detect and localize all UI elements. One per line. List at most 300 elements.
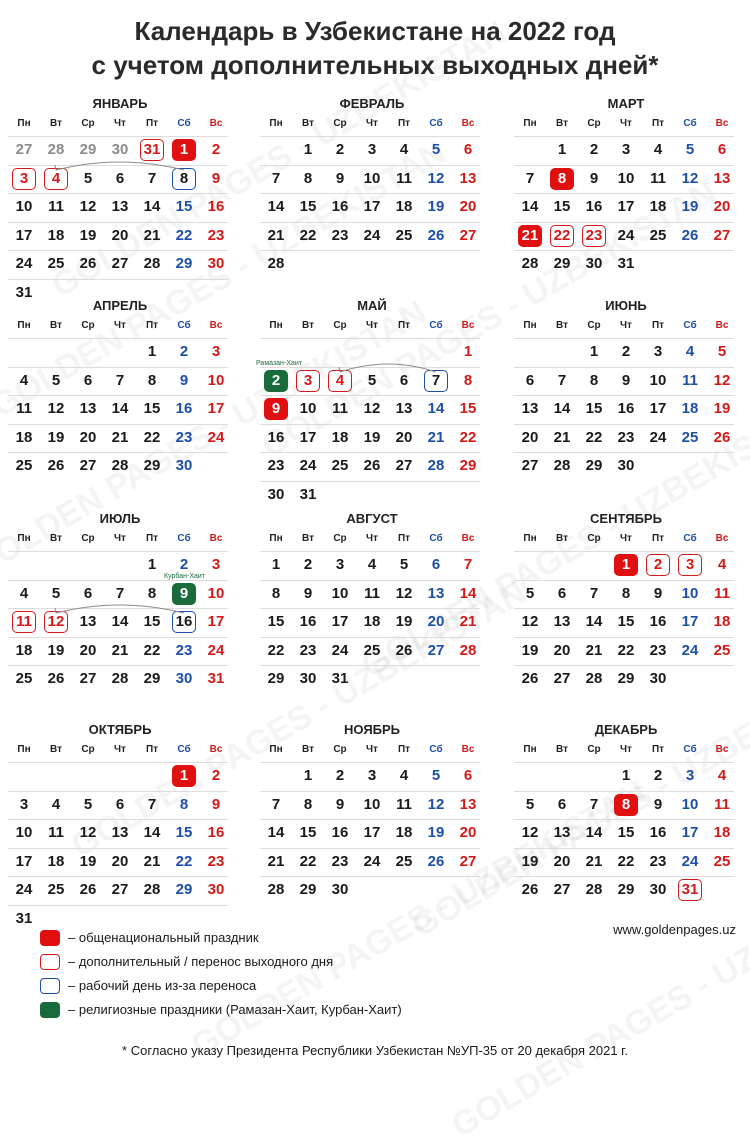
day-number: 15	[143, 613, 161, 630]
day-number: 6	[525, 371, 535, 389]
calendar-day	[642, 165, 674, 193]
calendar-day	[200, 193, 232, 221]
calendar-day	[578, 819, 610, 847]
day-number: 14	[267, 824, 285, 841]
calendar-day	[674, 848, 706, 876]
day-number: 11	[16, 613, 32, 630]
calendar-day	[260, 424, 292, 452]
day-number: 11	[650, 169, 666, 187]
day-number: 11	[714, 584, 730, 602]
day-number: 2	[211, 767, 221, 784]
day-number: 3	[211, 556, 221, 573]
calendar-day	[324, 819, 356, 847]
calendar-day	[292, 876, 324, 904]
weekday-header: Ср	[587, 320, 601, 331]
calendar-day	[610, 165, 642, 193]
day-number: 9	[211, 169, 221, 187]
legend-label: – религиозные праздники (Рамазан-Хаит, Курбан-Хаит)	[68, 1002, 402, 1017]
day-number: 20	[111, 852, 129, 870]
website-link[interactable]: www.goldenpages.uz	[613, 922, 736, 937]
day-number: 5	[525, 584, 535, 602]
weekday-header: Пт	[397, 744, 411, 755]
calendar-day	[292, 481, 324, 509]
day-number: 4	[399, 141, 409, 158]
day-number: 4	[19, 371, 29, 389]
day-number: 21	[585, 641, 603, 659]
day-number: 29	[79, 141, 97, 158]
month-block	[8, 722, 234, 927]
weekday-header: Вс	[209, 320, 223, 331]
day-number: 4	[685, 343, 695, 360]
day-number: 20	[521, 428, 539, 446]
calendar-day	[292, 637, 324, 665]
weekday-header: Пт	[145, 118, 159, 129]
day-number: 31	[143, 141, 161, 158]
weekday-header: Чт	[366, 118, 378, 129]
day-number: 23	[331, 226, 349, 244]
day-number: 14	[585, 613, 603, 630]
weekday-header: Пн	[523, 118, 537, 129]
calendar-day	[706, 848, 738, 876]
calendar-day	[388, 819, 420, 847]
calendar-day	[292, 165, 324, 193]
calendar-day	[388, 608, 420, 636]
weekday-header: Ср	[81, 320, 95, 331]
day-number: 15	[299, 198, 317, 215]
calendar-day	[642, 136, 674, 164]
day-number: 26	[521, 670, 539, 687]
day-number: 28	[143, 881, 161, 898]
day-number: 26	[79, 255, 97, 272]
day-number: 4	[51, 169, 61, 187]
day-number: 21	[267, 226, 285, 244]
day-number: 29	[459, 457, 477, 474]
day-number: 1	[557, 141, 567, 158]
day-number: 29	[143, 670, 161, 687]
calendar-day	[578, 338, 610, 366]
calendar-day	[40, 193, 72, 221]
calendar-day	[72, 665, 104, 693]
month-block	[256, 298, 486, 503]
day-number: 12	[521, 613, 539, 630]
day-number: 21	[111, 428, 129, 446]
calendar-day	[578, 367, 610, 395]
calendar-day	[420, 551, 452, 579]
calendar-day	[452, 791, 484, 819]
day-number: 16	[299, 613, 317, 630]
calendar-day	[8, 136, 40, 164]
calendar-day	[578, 165, 610, 193]
calendar-day	[200, 665, 232, 693]
day-number: 8	[147, 584, 157, 602]
weekday-header: Вт	[556, 118, 568, 129]
calendar-day	[514, 367, 546, 395]
day-number: 4	[717, 556, 727, 573]
day-number: 24	[15, 255, 33, 272]
day-number: 3	[653, 343, 663, 360]
calendar-day	[40, 395, 72, 423]
day-number: 9	[271, 400, 281, 417]
day-number: 13	[553, 613, 571, 630]
day-number: 21	[521, 226, 539, 244]
calendar-day	[578, 222, 610, 250]
day-number: 22	[267, 641, 285, 659]
day-number: 23	[175, 428, 193, 446]
calendar-day	[420, 580, 452, 608]
day-number: 23	[617, 428, 635, 446]
calendar-day	[72, 791, 104, 819]
calendar-day	[706, 165, 738, 193]
day-number: 27	[521, 457, 539, 474]
day-number: 16	[585, 198, 603, 215]
day-number: 26	[363, 457, 381, 474]
day-number: 16	[331, 824, 349, 841]
calendar-day	[514, 250, 546, 278]
calendar-day	[292, 136, 324, 164]
day-number: 25	[47, 255, 65, 272]
weekday-header: Пн	[269, 744, 283, 755]
day-number: 9	[335, 795, 345, 813]
calendar-day	[514, 848, 546, 876]
day-number: 30	[175, 457, 193, 474]
day-number: 18	[713, 824, 731, 841]
calendar-day	[578, 848, 610, 876]
day-number: 27	[111, 255, 129, 272]
day-number: 11	[48, 198, 64, 215]
calendar-day	[642, 193, 674, 221]
calendar-day	[136, 665, 168, 693]
calendar-day	[578, 250, 610, 278]
day-number: 26	[395, 641, 413, 659]
month-name: МАЙ	[357, 298, 387, 313]
calendar-day	[324, 136, 356, 164]
weekday-header: Сб	[683, 118, 697, 129]
day-number: 29	[267, 670, 285, 687]
weekday-header: Пт	[397, 320, 411, 331]
legend-swatch	[40, 930, 60, 946]
calendar-day	[546, 395, 578, 423]
day-number: 28	[111, 457, 129, 474]
calendar-day	[168, 250, 200, 278]
month-name: ИЮЛЬ	[99, 511, 141, 526]
calendar-day	[324, 580, 356, 608]
calendar-day	[388, 580, 420, 608]
day-number: 28	[427, 457, 445, 474]
calendar-day	[706, 367, 738, 395]
day-number: 17	[363, 824, 381, 841]
calendar-day	[104, 452, 136, 480]
calendar-day	[260, 819, 292, 847]
day-number: 30	[299, 670, 317, 687]
day-number: 11	[714, 795, 730, 813]
day-number: 3	[367, 767, 377, 784]
weekday-header: Пт	[145, 320, 159, 331]
calendar-day	[642, 551, 674, 579]
day-number: 14	[267, 198, 285, 215]
weekday-header: Вс	[715, 744, 729, 755]
day-number: 26	[47, 670, 65, 687]
legend-label: – дополнительный / перенос выходного дня	[68, 954, 334, 969]
month-name: АВГУСТ	[346, 511, 398, 526]
day-number: 13	[111, 824, 129, 841]
weekday-header: Вт	[302, 320, 314, 331]
calendar-day	[514, 665, 546, 693]
calendar-day	[324, 791, 356, 819]
day-number: 1	[147, 556, 157, 573]
day-number: 20	[459, 824, 477, 841]
month-name: МАРТ	[607, 96, 645, 111]
day-number: 25	[713, 641, 731, 659]
weekday-header: Пн	[523, 320, 537, 331]
weekday-header: Пн	[269, 320, 283, 331]
calendar-day	[324, 165, 356, 193]
day-number: 17	[649, 400, 667, 417]
calendar-day	[706, 395, 738, 423]
day-number: 3	[685, 556, 695, 573]
day-number: 16	[649, 613, 667, 630]
calendar-day	[324, 551, 356, 579]
calendar-day	[72, 819, 104, 847]
calendar-day	[546, 250, 578, 278]
calendar-day	[292, 762, 324, 790]
day-number: 9	[589, 169, 599, 187]
day-number: 9	[335, 169, 345, 187]
calendar-day	[388, 551, 420, 579]
weekday-header: Вс	[461, 744, 475, 755]
weekday-header: Вт	[50, 320, 62, 331]
day-number: 23	[267, 457, 285, 474]
day-number: 25	[713, 852, 731, 870]
weekday-header: Пн	[523, 744, 537, 755]
calendar-day	[168, 762, 200, 790]
weekday-header: Ср	[587, 118, 601, 129]
day-number: 3	[621, 141, 631, 158]
calendar-day	[356, 791, 388, 819]
calendar-day	[706, 136, 738, 164]
day-number: 1	[303, 141, 313, 158]
day-number: 18	[713, 613, 731, 630]
calendar-day	[546, 193, 578, 221]
day-number: 27	[15, 141, 33, 158]
calendar-day	[168, 876, 200, 904]
calendar-day	[40, 819, 72, 847]
row-divider	[8, 905, 228, 906]
calendar-day	[578, 876, 610, 904]
calendar-day	[578, 452, 610, 480]
calendar-day	[420, 762, 452, 790]
calendar-day	[292, 580, 324, 608]
day-number: 31	[299, 485, 317, 503]
day-number: 7	[271, 795, 281, 813]
calendar-day	[168, 222, 200, 250]
day-number: 31	[681, 881, 699, 898]
day-number: 10	[649, 371, 667, 389]
calendar-day	[452, 848, 484, 876]
calendar-day	[388, 637, 420, 665]
day-number: 26	[681, 226, 699, 244]
month-name: АПРЕЛЬ	[92, 298, 148, 313]
day-number: 31	[207, 670, 225, 687]
calendar-day	[200, 608, 232, 636]
calendar-day	[388, 424, 420, 452]
calendar-day	[610, 819, 642, 847]
month-block	[514, 96, 740, 301]
day-number: 15	[617, 613, 635, 630]
weekday-header: Вс	[209, 533, 223, 544]
calendar-day	[706, 193, 738, 221]
calendar-day	[674, 551, 706, 579]
calendar-day	[610, 637, 642, 665]
day-number: 29	[617, 670, 635, 687]
day-number: 21	[267, 852, 285, 870]
month-name: ДЕКАБРЬ	[594, 722, 658, 737]
calendar-day	[136, 876, 168, 904]
day-number: 17	[15, 226, 33, 244]
calendar-day	[514, 608, 546, 636]
day-number: 10	[363, 169, 381, 187]
calendar-day	[104, 367, 136, 395]
calendar-day	[324, 222, 356, 250]
day-number: 29	[617, 881, 635, 898]
day-number: 28	[585, 670, 603, 687]
weekday-header: Пт	[397, 118, 411, 129]
day-number: 12	[713, 371, 731, 389]
weekday-header: Ср	[81, 744, 95, 755]
row-divider	[260, 338, 480, 339]
day-number: 1	[589, 343, 599, 360]
calendar-day	[642, 367, 674, 395]
calendar-day	[706, 551, 738, 579]
calendar-day	[674, 608, 706, 636]
calendar-day	[104, 424, 136, 452]
calendar-day	[706, 762, 738, 790]
calendar-day	[40, 637, 72, 665]
calendar-day	[452, 551, 484, 579]
calendar-day	[706, 637, 738, 665]
day-number: 14	[143, 824, 161, 841]
calendar-day	[514, 791, 546, 819]
calendar-day	[104, 250, 136, 278]
calendar-day	[452, 762, 484, 790]
day-number: 23	[649, 641, 667, 659]
day-number: 14	[111, 400, 129, 417]
day-number: 23	[649, 852, 667, 870]
day-number: 19	[521, 641, 539, 659]
weekday-header: Вс	[715, 118, 729, 129]
day-number: 25	[15, 670, 33, 687]
day-number: 15	[143, 400, 161, 417]
day-number: 10	[681, 795, 699, 813]
calendar-day	[324, 395, 356, 423]
page-subtitle: с учетом дополнительных выходных дней*	[91, 50, 659, 80]
day-number: 30	[649, 670, 667, 687]
calendar-day	[8, 637, 40, 665]
calendar-day	[452, 452, 484, 480]
calendar-day	[324, 637, 356, 665]
day-number: 4	[717, 767, 727, 784]
calendar-day	[260, 551, 292, 579]
month-block	[260, 96, 486, 301]
day-number: 2	[653, 767, 663, 784]
day-number: 23	[207, 226, 225, 244]
calendar-day	[452, 580, 484, 608]
day-number: 22	[143, 428, 161, 446]
day-number: 30	[175, 670, 193, 687]
calendar-day	[674, 222, 706, 250]
day-number: 20	[713, 198, 731, 215]
day-number: 19	[713, 400, 731, 417]
day-number: 4	[51, 795, 61, 813]
day-number: 28	[459, 641, 477, 659]
day-number: 7	[115, 584, 125, 602]
day-number: 17	[299, 428, 317, 446]
row-divider	[8, 279, 228, 280]
weekday-header: Пн	[269, 118, 283, 129]
weekday-header: Пт	[651, 118, 665, 129]
day-number: 27	[395, 457, 413, 474]
day-number: 14	[459, 584, 477, 602]
day-number: 26	[427, 852, 445, 870]
day-number: 5	[83, 795, 93, 813]
weekday-header: Вт	[302, 744, 314, 755]
calendar-day	[260, 481, 292, 509]
calendar-day	[388, 193, 420, 221]
day-number: 24	[363, 852, 381, 870]
calendar-day	[356, 452, 388, 480]
calendar-day	[8, 222, 40, 250]
day-number: 26	[521, 881, 539, 898]
weekday-header: Пт	[651, 533, 665, 544]
day-number: 12	[427, 795, 445, 813]
calendar-day	[674, 819, 706, 847]
calendar-day	[260, 637, 292, 665]
day-number: 23	[331, 852, 349, 870]
day-number: 16	[617, 400, 635, 417]
calendar-day	[356, 762, 388, 790]
calendar-day	[136, 848, 168, 876]
calendar-day	[72, 367, 104, 395]
day-number: 18	[331, 428, 349, 446]
day-number: 10	[331, 584, 349, 602]
day-number: 1	[621, 767, 631, 784]
day-number: 30	[331, 881, 349, 898]
calendar-day	[200, 637, 232, 665]
legend-label: – рабочий день из-за переноса	[68, 978, 257, 993]
calendar-day	[388, 136, 420, 164]
day-number: 22	[299, 226, 317, 244]
calendar-day	[200, 136, 232, 164]
calendar-day	[8, 250, 40, 278]
calendar-day	[168, 395, 200, 423]
day-number: 29	[299, 881, 317, 898]
calendar-day	[324, 665, 356, 693]
calendar-day	[610, 665, 642, 693]
day-number: 7	[115, 371, 125, 389]
day-number: 9	[303, 584, 313, 602]
month-name: ФЕВРАЛЬ	[339, 96, 405, 111]
day-number: 15	[175, 198, 193, 215]
day-number: 12	[427, 169, 445, 187]
calendar-day	[8, 905, 40, 933]
calendar-day	[104, 222, 136, 250]
day-number: 17	[681, 613, 699, 630]
calendar-day	[674, 424, 706, 452]
weekday-header: Чт	[620, 320, 632, 331]
day-number: 24	[681, 852, 699, 870]
day-number: 19	[427, 824, 445, 841]
calendar-day	[642, 608, 674, 636]
day-number: 19	[521, 852, 539, 870]
